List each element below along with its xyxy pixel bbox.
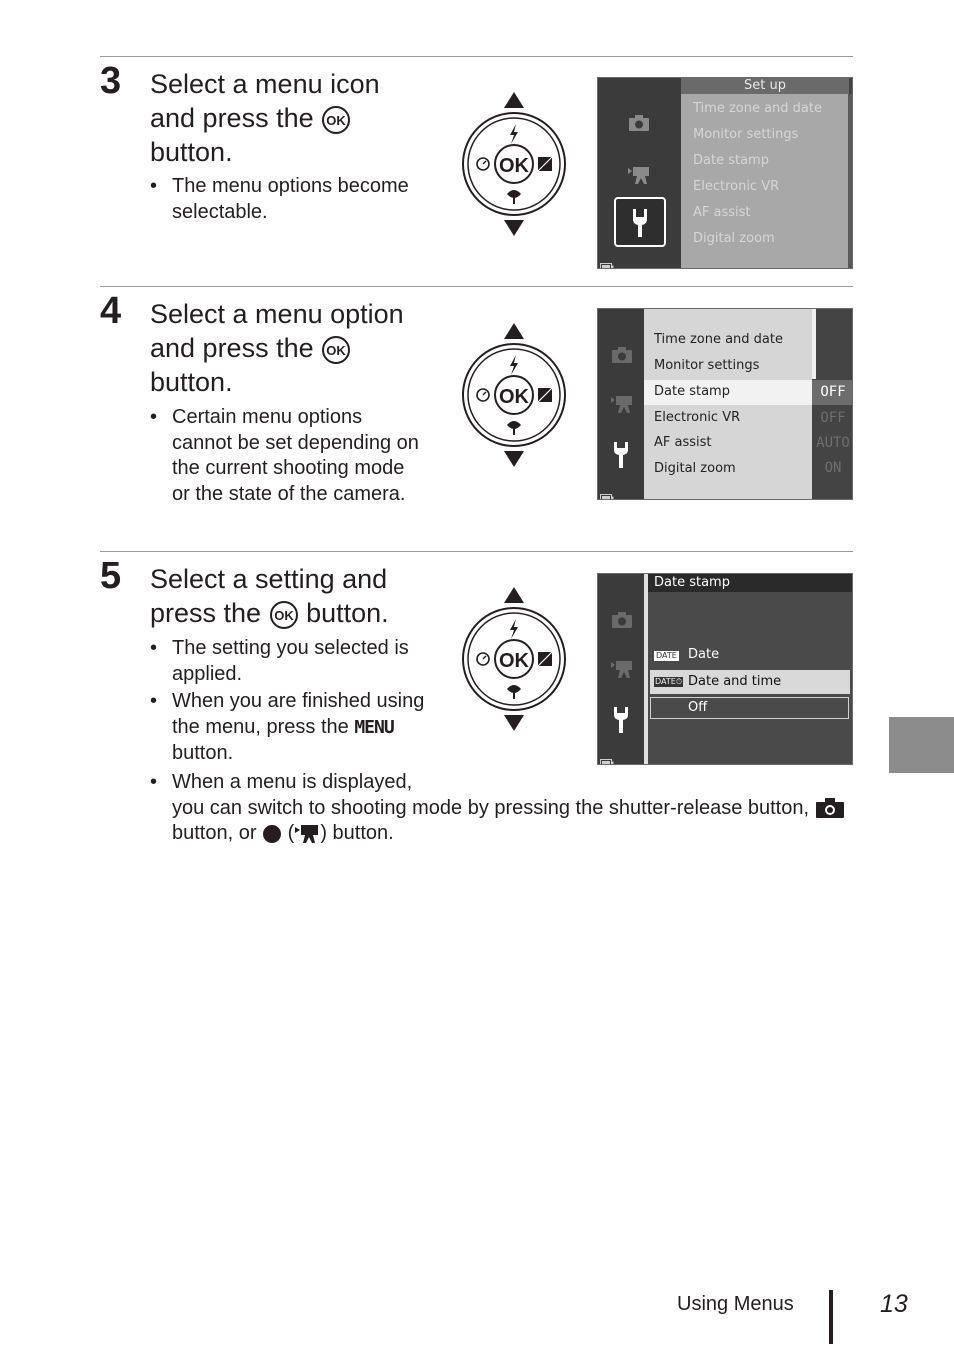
title-text: button. [306,598,389,628]
setting-value: OFF [820,384,846,400]
bullet-item: • Certain menu options cannot be set depending on the current shooting mode or the state of the camera. [150,405,420,508]
menu-header: Set up [744,78,786,93]
bullet-text: ( [287,822,295,845]
step-title [150,67,380,169]
bullet-item [150,770,870,847]
option-item[interactable]: Date [688,647,720,662]
camera-screen-option-list [597,308,853,500]
camera-screen-setup-menu [597,77,853,269]
section-divider [100,551,853,552]
bullet-list [150,770,870,847]
setup-wrench-icon [610,706,632,738]
movie-icon [610,659,634,683]
bullet-item: • The setting you selected is applied. [150,636,440,687]
bullet-text-line [172,821,870,847]
title-text: and press the [150,103,314,133]
multi-selector-icon [459,321,569,474]
menu-item: AF assist [693,205,751,220]
bullet-text: ) button. [320,822,394,845]
bullet-text: button, or [172,822,257,845]
bullet-text: button. [172,741,234,764]
ok-button-icon [321,105,351,135]
option-item[interactable]: Off [688,700,708,715]
date-time-badge-icon: DATE⏱ [655,677,683,686]
setting-value: OFF [820,410,846,426]
step-title [150,297,404,399]
title-line: Select a menu option [150,299,404,329]
badge-text: DATE [655,677,676,686]
menu-item[interactable]: Digital zoom [654,461,736,476]
menu-button-glyph: MENU [354,717,394,739]
section-divider [100,56,853,57]
camera-icon [611,346,633,368]
title-text: and press the [150,333,314,363]
bullet-item: • The menu options become selectable. [150,174,410,225]
svg-text:OK: OK [499,155,529,177]
bullet-item [150,689,440,766]
camera-icon [611,611,633,633]
page-number: 13 [880,1290,908,1318]
movie-icon [294,824,320,844]
footer-divider [829,1290,833,1344]
title-line: button. [150,367,233,397]
menu-item: Date stamp [693,153,769,168]
setting-value: ON [824,460,842,476]
title-line: Select a menu icon [150,69,380,99]
bullet-list [150,405,420,508]
ok-button-icon [269,600,299,630]
scrollbar [812,309,816,379]
bullet-list [150,636,440,767]
menu-icon-sidebar [598,78,681,268]
option-frame [650,697,849,719]
section-divider [100,286,853,287]
svg-text:OK: OK [326,112,346,128]
menu-item[interactable]: Monitor settings [654,358,760,373]
menu-item: Monitor settings [693,127,799,142]
title-line: Select a setting and [150,564,388,594]
menu-item: Digital zoom [693,231,775,246]
bullet-text: When you are finished using the menu, press the [172,690,425,739]
footer-section: Using Menus [677,1293,794,1315]
step-number: 5 [100,555,122,597]
camera-icon [815,797,845,819]
setup-wrench-icon [610,441,632,473]
battery-icon [600,752,614,765]
svg-text:OK: OK [273,607,294,623]
menu-item[interactable]: AF assist [654,435,712,450]
svg-text:OK: OK [499,386,529,408]
bullet-text-line [172,796,870,822]
multi-selector-icon [459,90,569,243]
scrollbar [848,94,852,269]
step-title [150,562,389,630]
step-number: 3 [100,60,122,102]
movie-icon [610,394,634,418]
menu-icon-sidebar [598,574,644,764]
menu-item[interactable]: Time zone and date [654,332,783,347]
setting-value: AUTO [816,435,850,451]
record-dot-icon [262,824,282,844]
menu-item: Time zone and date [693,101,822,116]
step-number: 4 [100,290,122,332]
date-badge-icon: DATE [656,651,677,660]
setup-wrench-icon-selected[interactable] [614,197,666,247]
menu-icon-sidebar [598,309,644,499]
svg-text:OK: OK [499,650,529,672]
bullet-text: • When a menu is displayed, [172,771,413,793]
camera-screen-date-stamp [597,573,853,765]
title-text: press the [150,598,262,628]
movie-icon [627,165,651,189]
multi-selector-icon [459,585,569,738]
svg-text:OK: OK [326,342,346,358]
title-line: button. [150,137,233,167]
battery-icon [600,487,614,500]
title-line [150,331,404,365]
camera-icon [628,114,650,136]
bullet-list [150,174,410,225]
battery-icon [600,256,614,269]
menu-item-selected[interactable]: Date stamp [654,384,730,399]
title-line [150,101,380,135]
menu-header: Date stamp [654,575,730,590]
bullet-text: you can switch to shooting mode by pressing the shutter-release button, [172,796,810,819]
menu-item[interactable]: Electronic VR [654,410,741,425]
option-item-selected[interactable]: Date and time [688,674,782,689]
title-line [150,596,389,630]
ok-button-icon [321,335,351,365]
menu-item: Electronic VR [693,179,780,194]
chapter-tab [889,717,954,773]
